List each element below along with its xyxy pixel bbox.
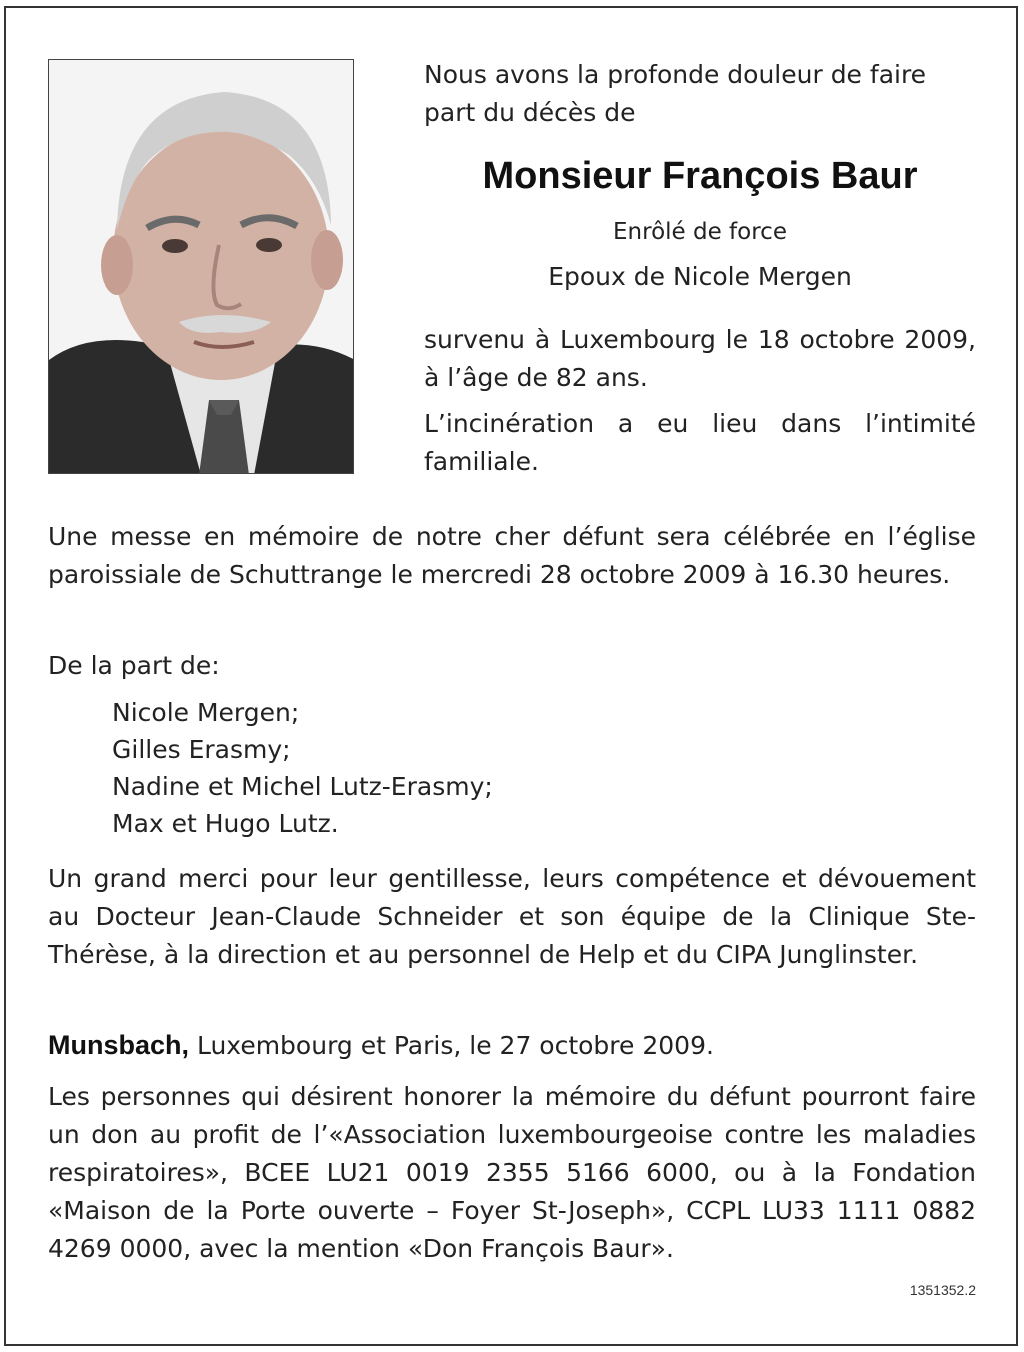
subtitle-enrole: Enrôlé de force (613, 219, 787, 245)
mass-announcement: Une messe en mémoire de notre cher défunt sera célébrée en l’église paroissiale de Schuttrange le mercredi 28 octobre 2009 à 16.30 heures. (48, 522, 976, 589)
intro-text: Nous avons la profonde douleur de faire part du décès de (424, 60, 927, 127)
reference-number: 1351352.2 (909, 1282, 976, 1298)
deceased-name: Monsieur François Baur (482, 155, 918, 197)
cremation-notice: L’incinération a eu lieu dans l’intimité familiale. (424, 409, 976, 476)
signature-rest: Luxembourg et Paris, le 27 octobre 2009. (189, 1031, 714, 1060)
portrait-photo (48, 59, 354, 474)
signature-line (48, 1026, 976, 1065)
thanks-paragraph: Un grand merci pour leur gentillesse, leurs compétence et dévouement au Docteur Jean-Claude Schneider et son équipe de la Clinique Ste-Thérèse, à la direction et au personnel de Help et du CIPA Junglinster. (48, 864, 976, 969)
family-member: Gilles Erasmy; (112, 735, 291, 764)
family-member: Max et Hugo Lutz. (112, 809, 339, 838)
family-member: Nicole Mergen; (112, 698, 300, 727)
family-list (112, 694, 812, 842)
subtitle-spouse: Epoux de Nicole Mergen (548, 262, 852, 291)
family-member: Nadine et Michel Lutz-Erasmy; (112, 772, 493, 801)
death-notice: survenu à Luxembourg le 18 octobre 2009, à l’âge de 82 ans. (424, 325, 976, 392)
donation-paragraph: Les personnes qui désirent honorer la mémoire du défunt pourront faire un don au profit de l’«Association luxembourgeoise contre les maladies respiratoires», BCEE LU21 0019 2355 5166 6000, ou à la Fondation «Maison de la Porte ouverte – Foyer St-Joseph», CCPL LU33 1111 0882 4269 0000, avec la mention «Don François Baur». (48, 1082, 976, 1263)
signature-place: Munsbach, (48, 1030, 190, 1060)
from-label: De la part de: (48, 651, 220, 680)
